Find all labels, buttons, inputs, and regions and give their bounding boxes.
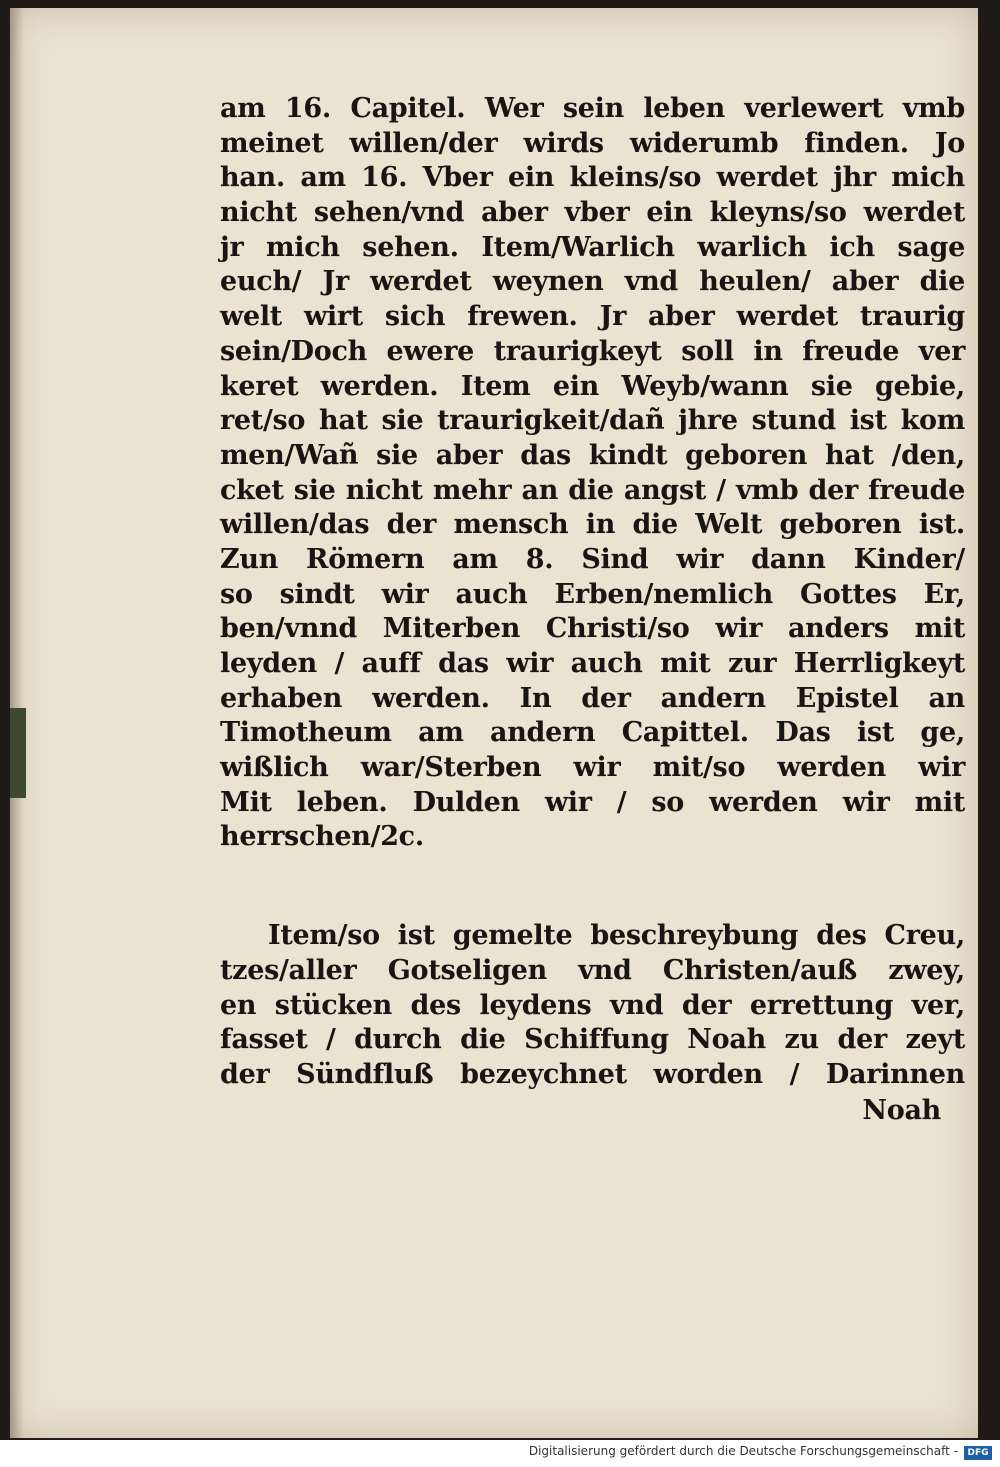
text-line: Zun Römern am 8. Sind wir dann Kinder/ — [220, 543, 965, 575]
dfg-logo-icon: DFG — [964, 1446, 992, 1460]
paragraph-gap — [220, 855, 965, 919]
text-line: erhaben werden. In der andern Epistel an — [220, 682, 965, 714]
text-line: fasset / durch die Schiffung Noah zu der zeyt — [220, 1024, 965, 1056]
text-line: jr mich sehen. Item/Warlich warlich ich sage — [220, 231, 965, 263]
text-line: sein/Doch ewere traurigkeyt soll in freude ver — [220, 335, 965, 367]
text-line: men/Wañ sie aber das kindt geboren hat /den, — [220, 439, 965, 471]
text-line: han. am 16. Vber ein kleins/so werdet jhr mich — [220, 162, 965, 194]
text-line: ret/so hat sie traurigkeit/dañ jhre stund ist kom — [220, 405, 965, 437]
footer-bar — [0, 1440, 1000, 1467]
page-edge-tab — [10, 708, 26, 798]
text-line: cket sie nicht mehr an die angst / vmb der freude — [220, 474, 965, 506]
text-line: welt wirt sich frewen. Jr aber werdet traurig — [220, 301, 965, 333]
text-line: keret werden. Item ein Weyb/wann sie gebie, — [220, 370, 965, 402]
text-line: nicht sehen/vnd aber vber ein kleyns/so werdet — [220, 197, 965, 229]
text-line: meinet willen/der wirds widerumb finden. Jo — [220, 127, 965, 159]
text-line: willen/das der mensch in die Welt geboren ist. — [220, 509, 965, 541]
text-line: euch/ Jr werdet weynen vnd heulen/ aber die — [220, 266, 965, 298]
book-page — [10, 8, 978, 1438]
text-line: am 16. Capitel. Wer sein leben verlewert vmb — [220, 93, 965, 124]
paragraph-2 — [220, 919, 965, 1092]
text-line: tzes/aller Gotseligen vnd Christen/auß zwey, — [220, 954, 965, 986]
text-line: herrschen/2c. — [220, 821, 424, 853]
paragraph-1 — [220, 92, 965, 855]
page-text — [220, 92, 965, 1129]
text-line: so sindt wir auch Erben/nemlich Gottes Er, — [220, 578, 965, 610]
text-line: Timotheum am andern Capittel. Das ist ge, — [220, 717, 965, 749]
funding-credit: Digitalisierung gefördert durch die Deutsche Forschungsgemeinschaft - — [528, 1444, 958, 1458]
text-line: Item/so ist gemelte beschreybung des Creu, — [268, 920, 965, 952]
text-line: en stücken des leydens vnd der errettung ver, — [220, 989, 965, 1021]
text-line: Mit leben. Dulden wir / so werden wir mit — [220, 786, 965, 818]
text-line: ben/vnnd Miterben Christi/so wir anders mit — [220, 613, 965, 645]
text-line: der Sündfluß bezeychnet worden / Darinnen — [220, 1058, 965, 1090]
text-line: wißlich war/Sterben wir mit/so werden wir — [220, 752, 965, 784]
catchword: Noah — [862, 1094, 941, 1126]
text-line: leyden / auff das wir auch mit zur Herrligkeyt — [220, 648, 965, 679]
